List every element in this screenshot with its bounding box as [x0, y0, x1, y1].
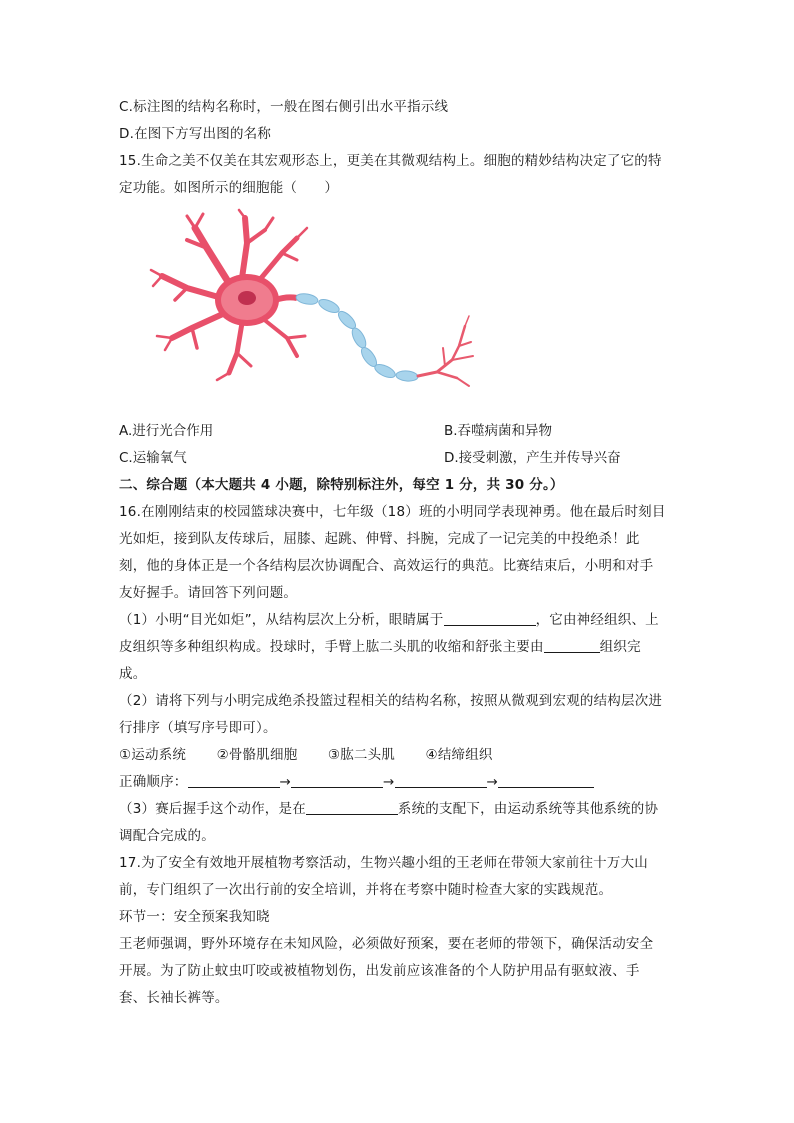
q16-sub1-text-b: ，它由神经组织、上	[535, 612, 659, 628]
q16-paragraph-line1: 16.在刚刚结束的校园篮球决赛中，七年级（18）班的小明同学表现神勇。他在最后时刻目	[119, 504, 666, 520]
q16-paragraph-line4: 友好握手。请回答下列问题。	[119, 585, 298, 601]
q17-paragraph-line5: 套、长袖长裤等。	[119, 990, 229, 1006]
q16-sub3-text-b: 系统的支配下，由运动系统等其他系统的协	[397, 801, 659, 817]
arrow-1: →	[279, 774, 292, 790]
q15-option-d[interactable]: D.接受刺激，产生并传导兴奋	[444, 450, 621, 466]
q16-sub3-line2: 调配合完成的。	[119, 828, 215, 844]
order-blank-1[interactable]	[188, 771, 280, 788]
neuron-cell-icon	[147, 208, 477, 408]
q16-sub1-line3: 成。	[119, 666, 147, 682]
neuron-figure	[119, 202, 679, 418]
q17-paragraph-line4: 开展。为了防止蚊虫叮咬或被植物划伤，出发前应该准备的个人防护用品有驱蚊液、手	[119, 963, 640, 979]
arrow-2: →	[383, 774, 395, 790]
order-label: 正确顺序：	[119, 774, 188, 790]
q16-paragraph-line3: 刻，他的身体正是一个各结构层次协调配合、高效运行的典范。比赛结束后，小明和对手	[119, 558, 654, 574]
q15-stem-line2: 定功能。如图所示的细胞能（ ）	[119, 180, 339, 196]
q16-items-list	[119, 742, 679, 769]
order-blank-4[interactable]	[498, 771, 594, 788]
list-item: ③肱二头肌	[327, 747, 396, 763]
q15-options-row2	[119, 445, 679, 472]
q17-paragraph-line2: 前，专门组织了一次出行前的安全培训，并将在考察中随时检查大家的实践规范。	[119, 882, 613, 898]
list-item: ②骨骼肌细胞	[216, 747, 298, 763]
q14-option-c: C.标注图的结构名称时，一般在图右侧引出水平指示线	[119, 99, 449, 115]
q15-option-b[interactable]: B.吞噬病菌和异物	[444, 423, 553, 439]
q16-sub1-text-c: 皮组织等多种组织构成。投球时，手臂上肱二头肌的收缩和舒张主要由	[119, 639, 544, 655]
q15-options-row1	[119, 418, 679, 445]
answer-blank-system[interactable]	[306, 798, 398, 815]
q16-sub1-line1	[119, 607, 679, 634]
order-blank-2[interactable]	[291, 771, 383, 788]
order-blank-3[interactable]	[395, 771, 487, 788]
answer-blank-eye[interactable]	[444, 609, 536, 626]
arrow-3: →	[486, 774, 499, 790]
q16-sub3-line1	[119, 796, 679, 823]
list-item: ①运动系统	[119, 747, 187, 763]
q17-paragraph-line3: 王老师强调，野外环境存在未知风险，必须做好预案，要在老师的带领下，确保活动安全	[119, 936, 654, 952]
q17-section-title: 环节一：安全预案我知晓	[119, 909, 270, 925]
q14-option-d: D.在图下方写出图的名称	[119, 126, 272, 142]
q16-sub1-line2	[119, 634, 679, 661]
exam-page	[119, 94, 679, 1012]
list-item: ④结缔组织	[425, 747, 493, 763]
q16-sub1-text-a: （1）小明“目光如炬”，从结构层次上分析，眼睛属于	[119, 612, 444, 628]
section-heading: 二、综合题（本大题共 4 小题，除特别标注外，每空 1 分，共 30 分。）	[119, 477, 564, 493]
q16-sub2-line1: （2）请将下列与小明完成绝杀投篮过程相关的结构名称，按照从微观到宏观的结构层次进	[119, 693, 663, 709]
q15-stem-line1: 15.生命之美不仅美在其宏观形态上，更美在其微观结构上。细胞的精妙结构决定了它的特	[119, 153, 662, 169]
q16-order-line	[119, 769, 679, 796]
q17-paragraph-line1: 17.为了安全有效地开展植物考察活动，生物兴趣小组的王老师在带领大家前往十万大山	[119, 855, 648, 871]
q16-sub2-line2: 行排序（填写序号即可）。	[119, 720, 277, 736]
answer-blank-tissue[interactable]	[544, 636, 600, 653]
q16-sub1-text-d: 组织完	[599, 639, 641, 655]
q15-option-a[interactable]: A.进行光合作用	[119, 423, 214, 439]
q16-paragraph-line2: 光如炬，接到队友传球后，屈膝、起跳、伸臂、抖腕，完成了一记完美的中投绝杀！此	[119, 531, 640, 547]
q16-sub3-text-a: （3）赛后握手这个动作，是在	[119, 801, 306, 817]
q15-option-c[interactable]: C.运输氧气	[119, 450, 187, 466]
